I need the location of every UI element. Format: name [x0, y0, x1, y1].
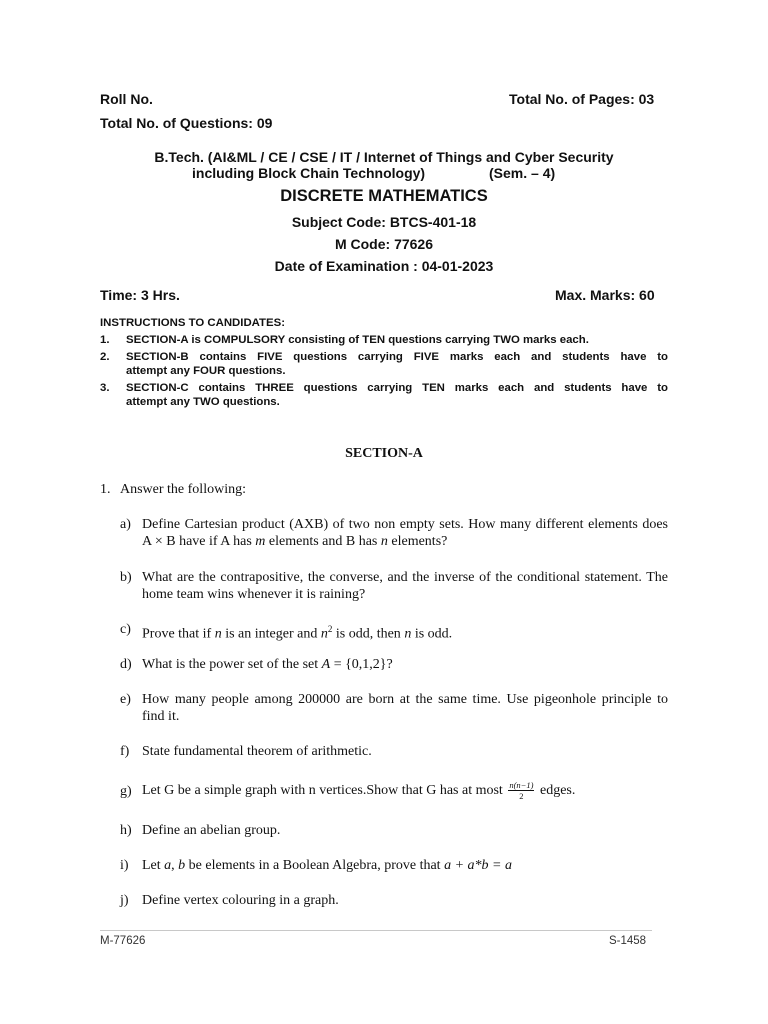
item-label-e: e)	[120, 692, 131, 707]
item-label-h: h)	[120, 823, 132, 838]
var-m: m	[255, 534, 266, 549]
section-title: SECTION-A	[345, 446, 423, 461]
exam-date: Date of Examination : 04-01-2023	[274, 258, 494, 274]
item-d-text: What is the power set of the set A = {0,1,2}?	[142, 657, 393, 672]
item-label-g: g)	[120, 784, 132, 799]
subject-title: DISCRETE MATHEMATICS	[280, 187, 488, 205]
item-label-d: d)	[120, 657, 132, 672]
item-a-line-1: Define Cartesian product (AXB) of two non empty sets. How many different elements does	[142, 517, 668, 532]
question-number: 1.	[100, 482, 111, 497]
footer-right: S-1458	[609, 935, 647, 947]
item-label-f: f)	[120, 744, 130, 759]
item-label-c: c)	[120, 622, 131, 637]
subject-code: Subject Code: BTCS-401-18	[291, 214, 477, 230]
var-n: n	[380, 534, 388, 549]
instruction-text-2-line-1: SECTION-B contains FIVE questions carrying FIVE marks each and students have to	[126, 351, 668, 363]
total-questions: Total No. of Questions: 09	[100, 115, 273, 131]
item-b-line-1: What are the contrapositive, the converse, and the inverse of the conditional statement. The	[142, 570, 668, 585]
instruction-text-1: SECTION-A is COMPULSORY consisting of TEN questions carrying TWO marks each.	[126, 334, 589, 346]
item-b-line-2: home team wins whenever it is raining?	[142, 587, 366, 602]
item-i-text: Let a, b be elements in a Boolean Algebra, prove that a + a*b = a	[142, 858, 512, 873]
max-marks: Max. Marks: 60	[555, 287, 655, 303]
roll-no-label: Roll No.	[100, 91, 153, 107]
footer-left: M-77626	[100, 935, 146, 947]
m-code: M Code: 77626	[334, 236, 434, 252]
item-label-a: a)	[120, 517, 131, 532]
program-line-2: including Block Chain Technology)	[192, 165, 426, 181]
item-e-line-1: How many people among 200000 are born at the same time. Use pigeonhole principle to	[142, 692, 668, 707]
instructions-title: INSTRUCTIONS TO CANDIDATES:	[100, 317, 285, 329]
question-text: Answer the following:	[120, 482, 246, 497]
total-pages: Total No. of Pages: 03	[509, 91, 655, 107]
item-g-text: Let G be a simple graph with n vertices.Show that G has at most $\frac{n(n-1)}{2}$ edges.	[142, 780, 576, 802]
footer-divider	[100, 930, 652, 931]
instruction-text-3-line-1: SECTION-C contains THREE questions carrying TEN marks each and students have to	[126, 382, 668, 394]
item-h-text: Define an abelian group.	[142, 823, 281, 838]
item-c-text: Prove that if n is an integer and $n^2$ is odd, then n is odd.	[142, 624, 453, 642]
instruction-text-2-line-2: attempt any FOUR questions.	[126, 365, 286, 377]
instruction-number: 2.	[100, 351, 110, 363]
item-a-line-2: A × B have if A has m elements and B has n elements?	[142, 534, 448, 549]
instruction-text-3-line-2: attempt any TWO questions.	[126, 396, 280, 408]
instruction-number: 3.	[100, 382, 110, 394]
semester: (Sem. – 4)	[489, 165, 556, 181]
instruction-number: 1.	[100, 334, 110, 346]
item-f-text: State fundamental theorem of arithmetic.	[142, 744, 372, 759]
fraction: $\frac{n(n-1)}{2}$	[509, 780, 534, 802]
item-j-text: Define vertex colouring in a graph.	[142, 893, 339, 908]
item-label-i: i)	[120, 858, 129, 873]
time-label: Time: 3 Hrs.	[100, 287, 180, 303]
item-e-line-2: find it.	[142, 709, 180, 724]
item-label-j: j)	[120, 893, 129, 908]
program-line-1: B.Tech. (AI&ML / CE / CSE / IT / Internet of Things and Cyber Security	[154, 149, 614, 165]
item-label-b: b)	[120, 570, 132, 585]
